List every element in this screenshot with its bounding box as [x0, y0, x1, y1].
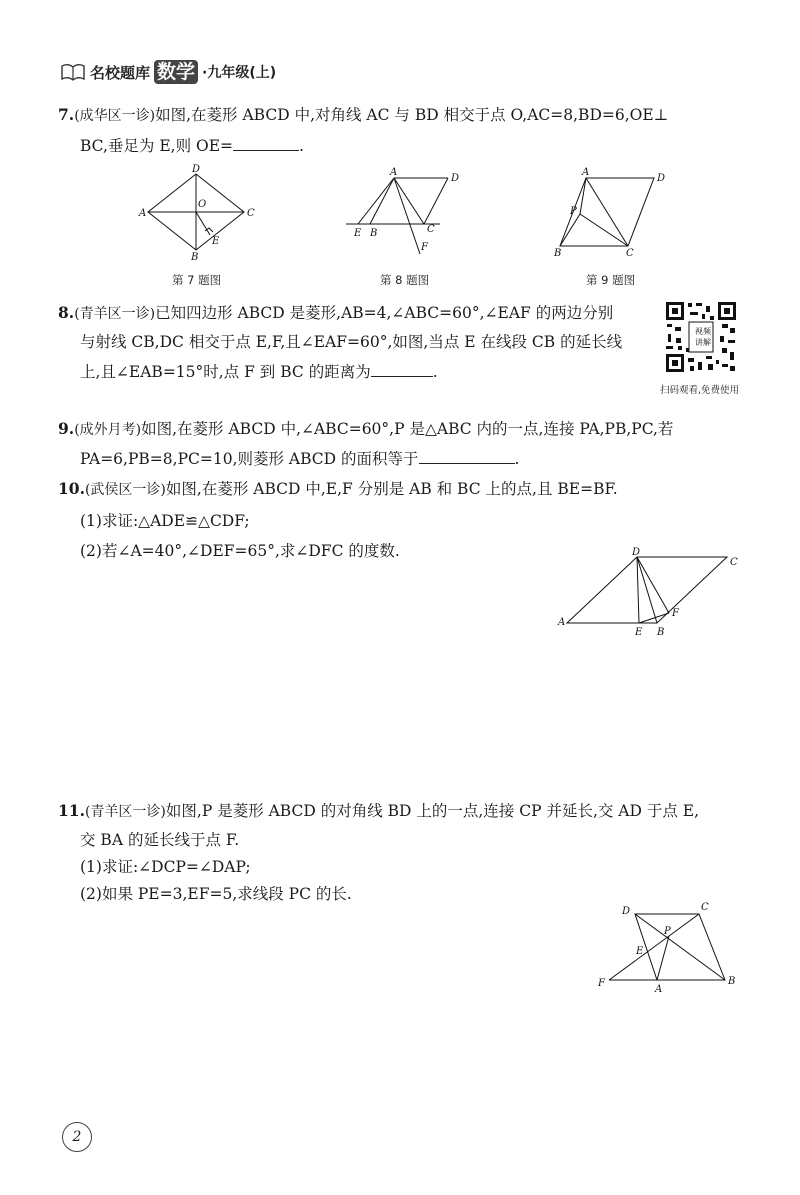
q7-line2 — [80, 134, 304, 157]
q7-number: 7. — [58, 105, 75, 124]
fig11-label-F: F — [598, 978, 605, 989]
q7-source: (成华区一诊) — [74, 108, 156, 124]
fig10-label-F: F — [672, 608, 679, 619]
fig9-label-A: A — [582, 167, 590, 178]
q9-answer-blank[interactable] — [419, 447, 515, 464]
figure-7 — [130, 162, 260, 262]
fig9-label-D: D — [657, 173, 666, 184]
fig11-label-A: A — [655, 984, 663, 995]
header-grade: ·九年级(上) — [202, 65, 277, 81]
q9-line1 — [58, 418, 673, 441]
fig8-label-E: E — [354, 228, 362, 239]
q8-source: (青羊区一诊) — [74, 306, 156, 322]
fig10-label-E: E — [635, 627, 643, 638]
q10-text1: 如图,在菱形 ABCD 中,E,F 分别是 AB 和 BC 上的点,且 BE=BF. — [165, 480, 618, 498]
fig8-label-C: C — [427, 224, 435, 235]
qr-code-icon[interactable] — [664, 300, 738, 374]
q8-answer-blank[interactable] — [371, 360, 433, 377]
header-subject: 数学 — [154, 60, 198, 84]
q8-line3 — [80, 360, 438, 383]
fig8-caption: 第 8 题图 — [380, 273, 430, 287]
fig11-label-C: C — [701, 902, 709, 913]
q8-number: 8. — [58, 303, 75, 322]
fig7-label-O: O — [198, 199, 207, 210]
q9-end: . — [514, 450, 520, 468]
q10-part1: (1)求证:△ADE≌△CDF; — [80, 512, 250, 530]
q11-part1: (1)求证:∠DCP=∠DAP; — [80, 858, 251, 876]
q11-number: 11. — [58, 801, 85, 820]
fig7-label-A: A — [139, 208, 147, 219]
qr-caption: 扫码观看,免费使用 — [660, 385, 740, 396]
q11-line2: 交 BA 的延长线于点 F. — [80, 831, 240, 849]
fig8-label-B: B — [370, 228, 378, 239]
q7-text2: BC,垂足为 E,则 OE= — [80, 137, 234, 155]
q11-line1 — [58, 800, 699, 823]
fig11-label-B: B — [728, 976, 736, 987]
q7-answer-blank[interactable] — [233, 134, 299, 151]
fig11-label-P: P — [664, 926, 671, 937]
q9-text1: 如图,在菱形 ABCD 中,∠ABC=60°,P 是△ABC 内的一点,连接 PA,PB,PC,若 — [141, 420, 674, 438]
q10-source: (武侯区一诊) — [84, 482, 166, 498]
fig7-label-C: C — [247, 208, 255, 219]
fig11-label-D: D — [622, 906, 631, 917]
figure-11 — [595, 900, 745, 995]
fig10-label-D: D — [632, 547, 641, 558]
fig8-label-A: A — [390, 167, 398, 178]
fig8-label-D: D — [451, 173, 460, 184]
fig9-label-C: C — [626, 248, 634, 259]
qr-video-text-2: 讲解 — [695, 338, 711, 347]
q7-end: . — [299, 137, 304, 155]
q11-part2: (2)如果 PE=3,EF=5,求线段 PC 的长. — [80, 885, 352, 903]
page-header — [60, 58, 276, 86]
fig7-label-B: B — [191, 252, 199, 263]
fig9-label-B: B — [554, 248, 562, 259]
q8-line2 — [80, 331, 622, 353]
fig10-label-A: A — [558, 617, 566, 628]
q11-text1: 如图,P 是菱形 ABCD 的对角线 BD 上的一点,连接 CP 并延长,交 AD 于点 E, — [165, 802, 700, 820]
book-logo-icon — [60, 62, 86, 82]
q9-line2 — [80, 447, 519, 470]
fig11-label-E: E — [636, 946, 644, 957]
q8-text1: 已知四边形 ABCD 是菱形,AB=4,∠ABC=60°,∠EAF 的两边分别 — [155, 304, 614, 322]
fig8-label-F: F — [421, 242, 428, 253]
q8-text2: 与射线 CB,DC 相交于点 E,F,且∠EAF=60°,如图,当点 E 在线段 CB 的延长线 — [80, 333, 623, 351]
fig9-label-P: P — [570, 206, 577, 217]
fig9-caption: 第 9 题图 — [586, 273, 636, 287]
qr-video-text-1: 视频 — [695, 327, 711, 336]
page-number: 2 — [62, 1122, 92, 1152]
q9-source: (成外月考) — [74, 422, 142, 438]
q8-line1 — [58, 302, 613, 325]
q10-part2: (2)若∠A=40°,∠DEF=65°,求∠DFC 的度数. — [80, 542, 400, 560]
q7-text1: 如图,在菱形 ABCD 中,对角线 AC 与 BD 相交于点 O,AC=8,BD=6,OE⊥ — [155, 106, 669, 124]
q10-line1 — [58, 478, 618, 501]
fig7-caption: 第 7 题图 — [172, 273, 222, 287]
fig10-label-B: B — [657, 627, 665, 638]
figure-10 — [555, 545, 745, 640]
figure-9 — [550, 162, 680, 262]
q11-source: (青羊区一诊) — [84, 804, 166, 820]
q10-number: 10. — [58, 479, 85, 498]
header-brand: 名校题库 — [90, 63, 151, 82]
q9-text2: PA=6,PB=8,PC=10,则菱形 ABCD 的面积等于 — [80, 450, 419, 468]
q8-end: . — [432, 363, 438, 381]
q8-text3: 上,且∠EAB=15°时,点 F 到 BC 的距离为 — [80, 363, 371, 381]
fig7-label-D: D — [192, 164, 201, 175]
figure-8 — [340, 162, 470, 262]
fig10-label-C: C — [730, 557, 738, 568]
fig7-label-E: E — [212, 236, 220, 247]
q9-number: 9. — [58, 419, 75, 438]
q7-line1 — [58, 104, 668, 127]
